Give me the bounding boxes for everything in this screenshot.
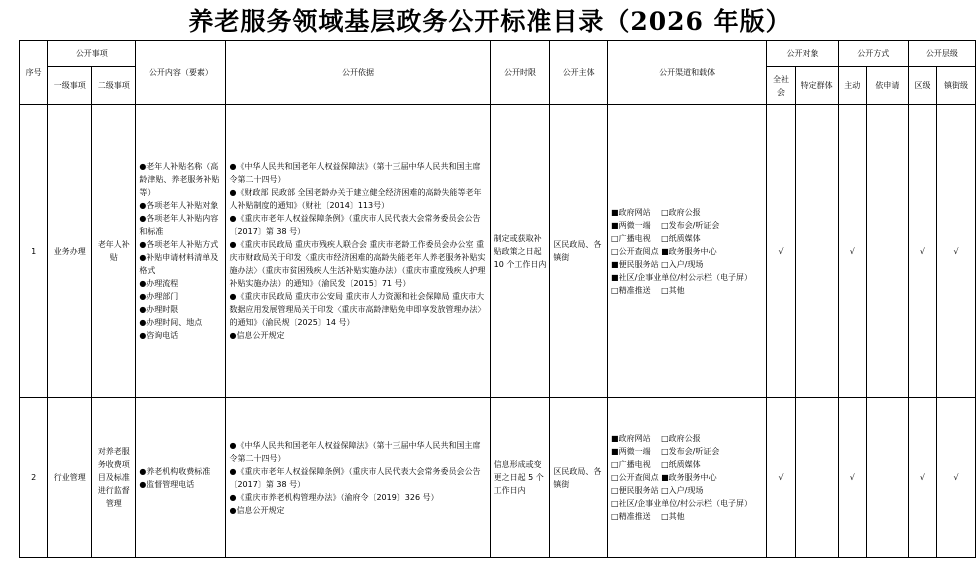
row-level1: 行业管理: [48, 398, 92, 558]
header-whole-society: 全社会: [767, 67, 795, 105]
channel-item: □便民服务站 □入户/现场: [611, 486, 704, 495]
channel-item: □社区/企事业单位/村公示栏（电子屏）: [611, 499, 752, 508]
check-specific-group: [795, 398, 838, 558]
check-town: √: [937, 398, 976, 558]
row-time-limit: 信息形成或变更之日起 5 个工作日内: [490, 398, 550, 558]
check-on-request: [866, 398, 908, 558]
content-item: ●各项老年人补贴内容和标准: [139, 214, 219, 236]
content-item: ●老年人补贴名称（高龄津贴、养老服务补贴等）: [139, 162, 220, 197]
header-time-limit: 公开时限: [490, 41, 550, 105]
content-item: ●办理时限: [139, 305, 179, 314]
basis-item: ●《财政部 民政部 全国老龄办关于建立健全经济困难的高龄失能等老年人补贴制度的通知》（财社〔2014〕113号）: [229, 188, 482, 210]
header-content: 公开内容（要素）: [136, 41, 226, 105]
channel-item: □广播电视 □纸质媒体: [611, 233, 701, 243]
channel-item: ■政府网站 □政府公报: [611, 434, 701, 443]
basis-item: ●《重庆市养老机构管理办法》（渝府令〔2019〕326 号）: [229, 492, 439, 502]
header-level1: 一级事项: [48, 67, 92, 105]
check-whole-society: √: [767, 398, 795, 558]
check-district: √: [908, 398, 936, 558]
check-town: √: [937, 105, 976, 398]
content-item: ●办理流程: [139, 279, 179, 288]
channel-item: ■两微一端 □发布会/听证会: [611, 220, 720, 230]
row-subject: 区民政局、各镇街: [550, 398, 608, 558]
header-town: 镇街级: [937, 67, 976, 105]
row-basis: [226, 398, 490, 558]
row-level2: 老年人补贴: [92, 105, 136, 398]
check-on-request: [866, 105, 908, 398]
header-method: 公开方式: [838, 41, 908, 67]
channel-item: □公开查阅点 ■政务服务中心: [611, 473, 717, 482]
basis-item: ●信息公开规定: [229, 331, 285, 340]
header-public-items: 公开事项: [48, 41, 136, 67]
channel-item: ■两微一端 □发布会/听证会: [611, 447, 720, 456]
channel-item: □广播电视 □纸质媒体: [611, 460, 701, 469]
channel-item: □精准推送 □其他: [611, 512, 685, 521]
content-item: ●补贴申请材料清单及格式: [139, 253, 219, 275]
content-item: ●办理部门: [139, 292, 179, 301]
table-row: [20, 398, 976, 558]
row-seq: 2: [20, 398, 48, 558]
basis-item: ●《重庆市老年人权益保障条例》（重庆市人民代表大会常务委员会公告〔2017〕第 38 号）: [229, 214, 481, 236]
check-district: √: [908, 105, 936, 398]
header-basis: 公开依据: [226, 41, 490, 105]
basis-item: ●《中华人民共和国老年人权益保障法》（第十三届中华人民共和国主席令第二十四号）: [229, 440, 481, 463]
header-specific-group: 特定群体: [795, 67, 838, 105]
basis-item: ●《重庆市老年人权益保障条例》（重庆市人民代表大会常务委员会公告〔2017〕第 38 号）: [229, 466, 481, 489]
header-seq: 序号: [20, 41, 48, 105]
row-channels: [608, 105, 767, 398]
basis-item: ●《重庆市民政局 重庆市残疾人联合会 重庆市老龄工作委员会办公室 重庆市财政局关于印发〈重庆市经济困难的高龄失能老年人养老服务补贴实施办法〉（重庆市贫困残疾人生活补贴实施办法）（重庆市重度残疾人护理补贴实施办法）的通知》（渝民发〔2015〕71 号）: [229, 240, 486, 288]
row-subject: 区民政局、各镇街: [550, 105, 608, 398]
header-level2: 二级事项: [92, 67, 136, 105]
catalog-table: [19, 40, 976, 558]
channel-item: ■社区/企事业单位/村公示栏（电子屏）: [611, 272, 752, 282]
row-content: [136, 398, 226, 558]
check-specific-group: [795, 105, 838, 398]
row-content: [136, 105, 226, 398]
check-active: √: [838, 398, 866, 558]
row-seq: 1: [20, 105, 48, 398]
header-level: 公开层级: [908, 41, 975, 67]
content-item: ●各项老年人补贴对象: [139, 201, 219, 210]
basis-item: ●信息公开规定: [229, 505, 285, 515]
header-channels: 公开渠道和载体: [608, 41, 767, 105]
channel-item: ■便民服务站 □入户/现场: [611, 259, 704, 269]
row-level2: 对养老服务收费项目及标准进行监督管理: [92, 398, 136, 558]
row-basis: [226, 105, 490, 398]
header-district: 区级: [908, 67, 936, 105]
table-row: [20, 105, 976, 398]
channel-item: □公开查阅点 ■政务服务中心: [611, 246, 717, 256]
page-title: 养老服务领域基层政务公开标准目录（2026 年版）: [188, 7, 792, 36]
content-item: ●办理时间、地点: [139, 318, 203, 327]
header-on-request: 依申请: [866, 67, 908, 105]
row-time-limit: 制定或获取补贴政策之日起10 个工作日内: [490, 105, 550, 398]
channel-item: □精准推送 □其他: [611, 285, 685, 295]
basis-item: ●《重庆市民政局 重庆市公安局 重庆市人力资源和社会保障局 重庆市大数据应用发展管理局关于印发〈重庆市高龄津贴免申即享发放管理办法〉的通知》（渝民规〔2025〕14 号）: [229, 292, 486, 327]
header-subject: 公开主体: [550, 41, 608, 105]
content-item: ●各项老年人补贴方式: [139, 240, 219, 249]
row-channels: [608, 398, 767, 558]
content-item: ●咨询电话: [139, 331, 179, 340]
header-active: 主动: [838, 67, 866, 105]
header-target: 公开对象: [767, 41, 838, 67]
content-item: ●监督管理电话: [139, 479, 195, 489]
channel-item: ■政府网站 □政府公报: [611, 207, 701, 217]
row-level1: 业务办理: [48, 105, 92, 398]
check-whole-society: √: [767, 105, 795, 398]
basis-item: ●《中华人民共和国老年人权益保障法》（第十三届中华人民共和国主席令第二十四号）: [229, 162, 481, 184]
check-active: √: [838, 105, 866, 398]
content-item: ●养老机构收费标准: [139, 466, 211, 476]
